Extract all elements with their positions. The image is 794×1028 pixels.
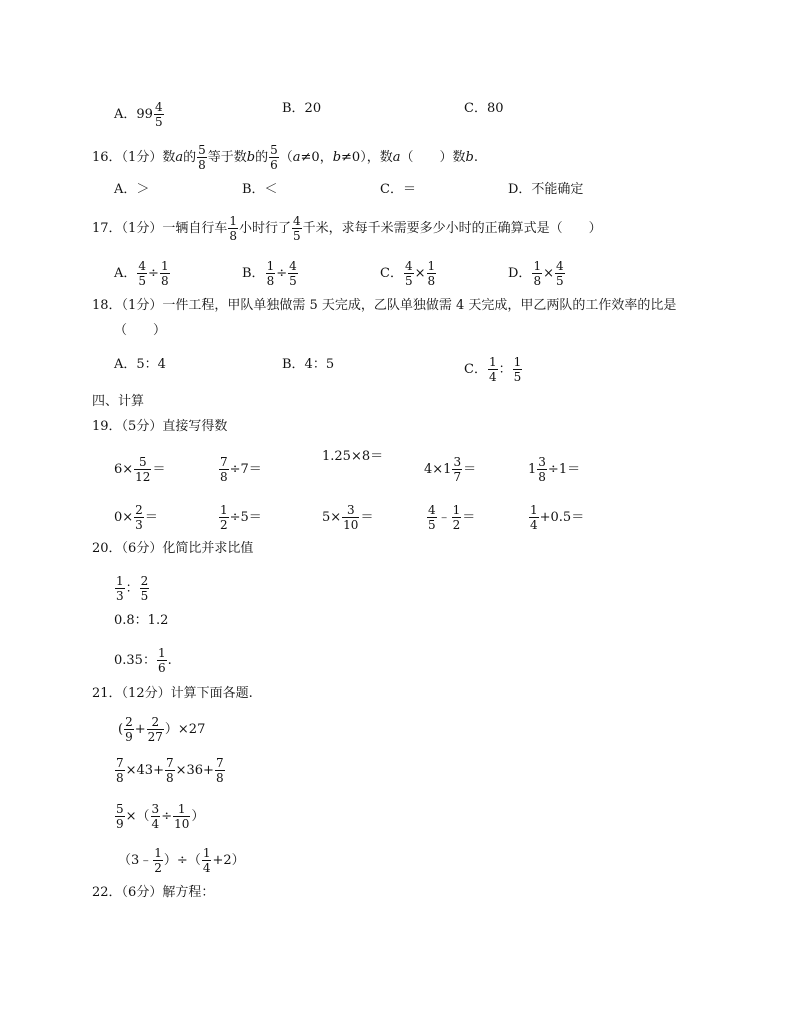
- fraction: [140, 574, 150, 603]
- operator: ÷: [276, 266, 288, 281]
- denominator: 10: [174, 817, 190, 831]
- denominator: 2: [452, 518, 461, 532]
- variable: b: [246, 150, 256, 165]
- text: ）÷（: [163, 853, 201, 868]
- fraction: [153, 846, 163, 875]
- text: 千米，求每千米需要多少小时的正确算式是（ ）: [302, 221, 602, 236]
- denominator: 5: [404, 274, 413, 288]
- numerator: 2: [135, 503, 143, 517]
- fraction: [532, 259, 542, 288]
- denominator: 8: [229, 229, 237, 243]
- text: 的: [255, 150, 269, 165]
- text: ＝: [360, 510, 374, 525]
- denominator: 5: [289, 274, 297, 288]
- fraction: [452, 455, 462, 484]
- text: ≠0），数: [341, 150, 393, 165]
- q20-p1: [114, 574, 150, 603]
- fraction: [269, 143, 279, 172]
- text: 的: [183, 150, 197, 165]
- text: ÷5＝: [229, 510, 262, 525]
- denominator: 8: [215, 771, 224, 785]
- text: ×36+: [175, 763, 214, 778]
- numerator: 4: [292, 214, 301, 228]
- numerator: 1: [116, 574, 124, 588]
- numerator: 1: [488, 355, 497, 369]
- q16-option-d: D．不能确定: [508, 182, 584, 197]
- denominator: 8: [160, 274, 169, 288]
- q19-r1-e3: 1.25×8＝: [322, 449, 384, 464]
- denominator: 3: [135, 518, 143, 532]
- numerator: 1: [266, 259, 275, 273]
- denominator: 4: [202, 861, 211, 875]
- text: ＝: [152, 462, 166, 477]
- denominator: 4: [530, 518, 538, 532]
- variable: a: [292, 150, 301, 165]
- fraction: [115, 756, 125, 785]
- numerator: 1: [530, 503, 538, 517]
- denominator: 8: [165, 771, 174, 785]
- q17-stem: [92, 214, 602, 243]
- option-label: C．: [380, 266, 403, 281]
- fraction: [228, 214, 238, 243]
- fraction: [154, 100, 164, 129]
- fraction: [215, 756, 225, 785]
- variable: a: [392, 150, 401, 165]
- text: ）: [191, 809, 205, 824]
- numerator: 5: [138, 455, 147, 469]
- text: ＝: [144, 510, 158, 525]
- q20-title: 20．（6分）化简比并求比值: [92, 541, 254, 556]
- q19-title: 19．（5分）直接写得数: [92, 419, 228, 434]
- q21-e2: [114, 756, 226, 785]
- text: （3﹣: [118, 853, 153, 868]
- q21-e1: [118, 715, 205, 744]
- denominator: 7: [453, 470, 462, 484]
- text: 5×: [322, 510, 342, 525]
- numerator: 3: [346, 503, 355, 517]
- numerator: 1: [229, 214, 237, 228]
- denominator: 5: [138, 274, 147, 288]
- numerator: 7: [215, 756, 224, 770]
- fraction: [137, 259, 147, 288]
- variable: b: [332, 150, 342, 165]
- fraction: [202, 846, 212, 875]
- numerator: 5: [198, 143, 206, 157]
- numerator: 4: [428, 503, 436, 517]
- q19-r2-e3: [322, 503, 373, 532]
- denominator: 6: [157, 661, 166, 675]
- fraction: [124, 715, 134, 744]
- ratio-colon: ：: [498, 362, 512, 377]
- denominator: 9: [116, 817, 124, 831]
- q15-option-b: B．20: [282, 101, 322, 116]
- text: ＝: [462, 510, 476, 525]
- answer-blank: （ ）数: [400, 150, 466, 165]
- numerator: 3: [453, 455, 462, 469]
- text: ）×27: [164, 722, 206, 737]
- text: 0.35：: [114, 653, 156, 668]
- denominator: 27: [147, 730, 163, 744]
- denominator: 5: [140, 589, 149, 603]
- fraction: [404, 259, 414, 288]
- q17-option-b: [242, 259, 299, 288]
- option-label: A．: [114, 107, 137, 122]
- text: +0.5＝: [539, 510, 585, 525]
- question-prefix: 16．（1分）数: [92, 150, 176, 165]
- fraction: [266, 259, 276, 288]
- fraction: [452, 503, 462, 532]
- fraction: [219, 455, 229, 484]
- numerator: 5: [270, 143, 278, 157]
- q18-stem-line1: 18．（1分）一件工程，甲队单独做需 5 天完成，乙队单独做需 4 天完成，甲乙两队的工作效率的比是: [92, 298, 677, 313]
- numerator: 2: [125, 715, 133, 729]
- fraction: [219, 503, 229, 532]
- denominator: 2: [154, 861, 162, 875]
- numerator: 3: [538, 455, 546, 469]
- q19-r2-e2: [218, 503, 262, 532]
- numerator: 1: [157, 646, 166, 660]
- q16-stem: [92, 143, 478, 172]
- q17-option-c: [380, 259, 437, 288]
- numerator: 1: [533, 259, 542, 273]
- denominator: 8: [533, 274, 542, 288]
- q18-option-c: [464, 355, 523, 384]
- text: 等于数: [207, 150, 247, 165]
- numerator: 2: [140, 574, 149, 588]
- denominator: 5: [428, 518, 436, 532]
- q18-option-a: A．5：4: [114, 357, 166, 372]
- fraction: [160, 259, 170, 288]
- fraction: [115, 574, 125, 603]
- fraction: [147, 715, 164, 744]
- numerator: 3: [151, 802, 160, 816]
- q21-title: 21．（12分）计算下面各题.: [92, 686, 253, 701]
- text: ÷1＝: [547, 462, 581, 477]
- text: .: [167, 653, 172, 668]
- operator: ÷: [148, 266, 159, 281]
- numerator: 7: [116, 756, 124, 770]
- option-label: B．: [242, 266, 265, 281]
- denominator: 8: [266, 274, 275, 288]
- option-label: C．: [464, 362, 487, 377]
- denominator: 4: [488, 370, 497, 384]
- q19-r2-e4: [426, 503, 475, 532]
- q22-title: 22．（6分）解方程：: [92, 885, 215, 900]
- text: .: [473, 150, 478, 165]
- numerator: 1: [452, 503, 461, 517]
- operator: ÷: [161, 809, 173, 824]
- numerator: 1: [427, 259, 436, 273]
- q20-p2: 0.8：1.2: [114, 613, 169, 628]
- mixed-whole: 99: [136, 107, 153, 122]
- numerator: 2: [151, 715, 160, 729]
- operator: ﹣: [437, 510, 451, 525]
- fraction: [151, 802, 161, 831]
- denominator: 8: [198, 158, 206, 172]
- numerator: 4: [154, 100, 163, 114]
- denominator: 5: [292, 229, 301, 243]
- q15-option-a: [114, 100, 165, 129]
- denominator: 8: [220, 470, 228, 484]
- q21-e3: [114, 802, 204, 831]
- q19-r1-e1: [114, 455, 165, 484]
- text: ≠0，: [300, 150, 333, 165]
- denominator: 9: [125, 730, 133, 744]
- q17-option-a: [114, 259, 171, 288]
- text: 0×: [114, 510, 134, 525]
- fraction: [197, 143, 207, 172]
- q16-option-a: A．＞: [114, 182, 150, 197]
- option-label: D．: [508, 266, 532, 281]
- text: 6×: [114, 462, 134, 477]
- variable: b: [465, 150, 474, 165]
- numerator: 1: [513, 355, 522, 369]
- text: 4×1: [424, 462, 452, 477]
- fraction: [165, 756, 175, 785]
- fraction: [115, 802, 125, 831]
- fraction: [342, 503, 359, 532]
- denominator: 5: [555, 274, 564, 288]
- numerator: 4: [289, 259, 297, 273]
- denominator: 8: [427, 274, 436, 288]
- fraction: [173, 802, 190, 831]
- fraction: [157, 646, 167, 675]
- numerator: 4: [404, 259, 413, 273]
- numerator: 1: [202, 846, 211, 860]
- fraction: [134, 455, 151, 484]
- ratio-colon: ：: [125, 581, 139, 596]
- text: +2）: [212, 853, 245, 868]
- text: ÷7＝: [229, 462, 262, 477]
- q15-option-c: C．80: [464, 101, 504, 116]
- fraction: [513, 355, 523, 384]
- operator: +: [134, 722, 146, 737]
- denominator: 8: [538, 470, 546, 484]
- numerator: 1: [177, 802, 186, 816]
- denominator: 12: [135, 470, 151, 484]
- numerator: 1: [220, 503, 228, 517]
- q18-stem-line2: （ ）: [114, 323, 167, 338]
- text: ×43+: [125, 763, 164, 778]
- fraction: [134, 503, 144, 532]
- numerator: 7: [165, 756, 174, 770]
- fraction: [488, 355, 498, 384]
- denominator: 2: [220, 518, 228, 532]
- denominator: 5: [154, 115, 163, 129]
- denominator: 3: [116, 589, 124, 603]
- denominator: 6: [270, 158, 278, 172]
- fraction: [427, 259, 437, 288]
- q19-r2-e5: [528, 503, 584, 532]
- q17-option-d: [508, 259, 566, 288]
- denominator: 5: [513, 370, 522, 384]
- fraction: [555, 259, 565, 288]
- operator: ×: [414, 266, 426, 281]
- section-title: 四、计算: [92, 394, 145, 409]
- q21-e4: [118, 846, 245, 875]
- q19-r1-e5: [528, 455, 580, 484]
- fraction: [427, 503, 437, 532]
- q19-r1-e4: [424, 455, 476, 484]
- text: （: [279, 150, 293, 165]
- q16-option-b: B．＜: [242, 182, 278, 197]
- fraction: [288, 259, 298, 288]
- numerator: 4: [555, 259, 564, 273]
- numerator: 5: [116, 802, 124, 816]
- text: ＝: [463, 462, 477, 477]
- numerator: 7: [220, 455, 228, 469]
- fraction: [537, 455, 547, 484]
- text: 1: [528, 462, 537, 477]
- fraction: [529, 503, 539, 532]
- option-label: A．: [114, 266, 137, 281]
- fraction: [292, 214, 302, 243]
- operator: ×: [543, 266, 554, 281]
- text: ×（: [125, 809, 150, 824]
- question-prefix: 17．（1分）一辆自行车: [92, 221, 228, 236]
- q20-p3: [114, 646, 172, 675]
- text: 小时行了: [238, 221, 291, 236]
- q19-r1-e2: [218, 455, 262, 484]
- numerator: 4: [138, 259, 147, 273]
- numerator: 1: [154, 846, 162, 860]
- q16-option-c: C．＝: [380, 182, 416, 197]
- denominator: 8: [116, 771, 124, 785]
- numerator: 1: [160, 259, 169, 273]
- q19-r2-e1: [114, 503, 158, 532]
- q18-option-b: B．4：5: [282, 357, 335, 372]
- text: (: [118, 722, 124, 737]
- denominator: 4: [151, 817, 160, 831]
- denominator: 10: [343, 518, 359, 532]
- variable: a: [175, 150, 184, 165]
